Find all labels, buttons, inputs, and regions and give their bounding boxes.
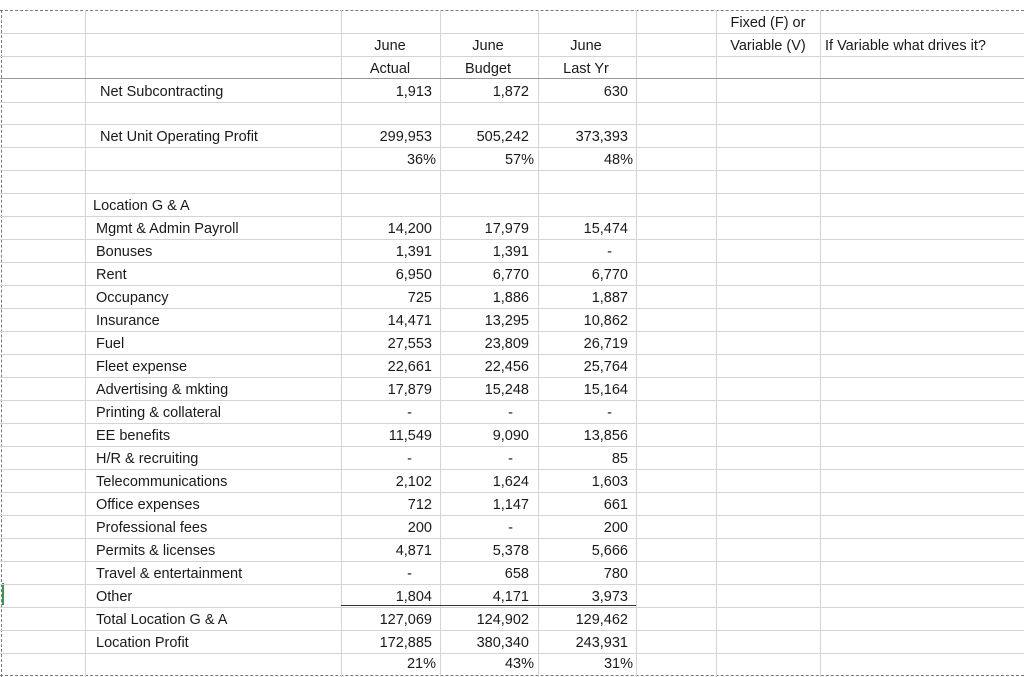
section-title[interactable]: Location G & A (93, 198, 190, 214)
row-label[interactable]: Other (96, 589, 133, 605)
cell-actual[interactable]: 172,885 (379, 635, 432, 651)
header-budget-line1: June (472, 38, 504, 54)
cell-budget[interactable]: 23,809 (484, 336, 529, 352)
cell-last-yr[interactable]: 3,973 (591, 589, 628, 605)
page-break-top (0, 10, 1024, 11)
row-divider (0, 239, 1024, 240)
cell-budget[interactable]: 1,624 (492, 474, 529, 490)
cell-actual-pct[interactable]: 21% (406, 656, 436, 672)
row-divider (0, 56, 1024, 57)
cell-actual[interactable]: 14,471 (387, 313, 432, 329)
row-label[interactable]: Bonuses (96, 244, 153, 260)
cell-actual[interactable]: 22,661 (387, 359, 432, 375)
row-divider (0, 469, 1024, 470)
header-fixed-variable-line1: Fixed (F) or (730, 15, 806, 31)
col-divider (636, 10, 637, 677)
row-divider (0, 124, 1024, 125)
cell-actual-pct[interactable]: 36% (406, 152, 436, 168)
row-label[interactable]: Fleet expense (96, 359, 188, 375)
selected-row-indicator (2, 583, 4, 605)
row-divider (0, 102, 1024, 103)
cell-last-yr[interactable]: 15,474 (583, 221, 628, 237)
cell-last-yr[interactable]: 129,462 (575, 612, 628, 628)
cell-last-yr[interactable]: - (607, 405, 612, 421)
cell-actual[interactable]: 725 (407, 290, 432, 306)
cell-budget[interactable]: 9,090 (492, 428, 529, 444)
row-label[interactable]: Total Location G & A (96, 612, 228, 628)
row-divider (0, 262, 1024, 263)
cell-last-yr[interactable]: 373,393 (575, 129, 628, 145)
row-label[interactable]: Printing & collateral (96, 405, 221, 421)
cell-actual[interactable]: 14,200 (387, 221, 432, 237)
cell-budget[interactable]: 505,242 (476, 129, 529, 145)
row-divider (0, 607, 1024, 608)
cell-budget[interactable]: 4,171 (492, 589, 529, 605)
cell-actual[interactable]: 2,102 (395, 474, 432, 490)
row-label[interactable]: Professional fees (96, 520, 208, 536)
cell-actual[interactable]: - (407, 566, 412, 582)
cell-budget[interactable]: 5,378 (492, 543, 529, 559)
page-break-bottom (0, 675, 1024, 676)
cell-budget[interactable]: 6,770 (492, 267, 529, 283)
row-divider (0, 193, 1024, 194)
cell-actual[interactable]: 11,549 (388, 428, 432, 444)
row-divider (0, 147, 1024, 148)
cell-budget-pct[interactable]: 43% (504, 656, 534, 672)
row-label[interactable]: Office expenses (96, 497, 200, 513)
cell-budget[interactable]: - (508, 405, 513, 421)
row-label[interactable]: Mgmt & Admin Payroll (96, 221, 239, 237)
cell-actual[interactable]: 712 (407, 497, 432, 513)
cell-last-yr[interactable]: 661 (603, 497, 628, 513)
row-label[interactable]: Location Profit (96, 635, 189, 651)
row-divider (0, 33, 1024, 34)
cell-last-yr[interactable]: 25,764 (583, 359, 628, 375)
row-divider (0, 423, 1024, 424)
cell-budget[interactable]: 1,886 (492, 290, 529, 306)
header-budget-line2: Budget (465, 61, 511, 77)
cell-budget-pct[interactable]: 57% (504, 152, 534, 168)
row-label[interactable]: Net Subcontracting (100, 84, 224, 100)
cell-budget[interactable]: 1,391 (492, 244, 529, 260)
cell-last-yr[interactable]: 200 (603, 520, 628, 536)
row-divider (0, 515, 1024, 516)
row-label[interactable]: H/R & recruiting (96, 451, 199, 467)
cell-budget[interactable]: 13,295 (484, 313, 529, 329)
row-label[interactable]: Telecommunications (96, 474, 228, 490)
cell-budget[interactable]: 658 (504, 566, 529, 582)
row-label[interactable]: Insurance (96, 313, 160, 329)
cell-last-yr[interactable]: 10,862 (583, 313, 628, 329)
row-divider (0, 285, 1024, 286)
cell-last-yr[interactable]: 630 (603, 84, 628, 100)
cell-last-yr[interactable]: 13,856 (583, 428, 628, 444)
row-divider (0, 492, 1024, 493)
header-lastyr-line2: Last Yr (563, 61, 609, 77)
cell-actual[interactable]: 17,879 (387, 382, 432, 398)
cell-actual[interactable]: 1,391 (395, 244, 432, 260)
cell-actual[interactable]: 27,553 (387, 336, 432, 352)
row-label[interactable]: EE benefits (96, 428, 171, 444)
cell-actual[interactable]: 1,804 (395, 589, 432, 605)
row-label[interactable]: Rent (96, 267, 127, 283)
header-actual-line1: June (374, 38, 406, 54)
cell-actual[interactable]: 1,913 (395, 84, 432, 100)
row-label[interactable]: Advertising & mkting (96, 382, 229, 398)
row-divider (0, 538, 1024, 539)
cell-budget[interactable]: - (508, 520, 513, 536)
cell-budget[interactable]: 1,147 (492, 497, 529, 513)
header-drivers: If Variable what drives it? (825, 38, 986, 54)
cell-last-yr[interactable]: - (607, 244, 612, 260)
cell-actual[interactable]: 4,871 (395, 543, 432, 559)
col-divider (85, 10, 86, 677)
row-divider (0, 561, 1024, 562)
cell-actual[interactable]: - (407, 451, 412, 467)
cell-last-yr[interactable]: 1,603 (591, 474, 628, 490)
cell-budget[interactable]: 15,248 (484, 382, 529, 398)
header-fixed-variable-line2: Variable (V) (730, 38, 806, 54)
cell-last-yr[interactable]: 1,887 (591, 290, 628, 306)
row-divider (0, 400, 1024, 401)
cell-actual[interactable]: 200 (407, 520, 432, 536)
row-divider (0, 377, 1024, 378)
row-divider (0, 446, 1024, 447)
cell-actual[interactable]: - (407, 405, 412, 421)
row-label[interactable]: Fuel (96, 336, 125, 352)
row-divider (0, 653, 1024, 654)
cell-last-yr[interactable]: 15,164 (583, 382, 628, 398)
cell-last-yr-pct[interactable]: 48% (603, 152, 633, 168)
cell-budget[interactable]: 380,340 (476, 635, 529, 651)
col-divider (716, 10, 717, 677)
cell-budget[interactable]: - (508, 451, 513, 467)
header-lastyr-line1: June (570, 38, 602, 54)
cell-budget[interactable]: 124,902 (476, 612, 529, 628)
row-label[interactable]: Travel & entertainment (96, 566, 243, 582)
row-divider (0, 308, 1024, 309)
cell-budget[interactable]: 17,979 (484, 221, 529, 237)
cell-budget[interactable]: 1,872 (492, 84, 529, 100)
cell-budget[interactable]: 22,456 (484, 359, 529, 375)
header-actual-line2: Actual (369, 61, 411, 77)
cell-last-yr[interactable]: 6,770 (591, 267, 628, 283)
cell-actual[interactable]: 6,950 (395, 267, 432, 283)
row-divider (0, 584, 1024, 585)
row-label[interactable]: Net Unit Operating Profit (100, 129, 258, 145)
cell-last-yr[interactable]: 85 (611, 451, 628, 467)
cell-last-yr[interactable]: 780 (603, 566, 628, 582)
header-divider (0, 78, 1024, 79)
row-divider (0, 630, 1024, 631)
row-divider (0, 354, 1024, 355)
cell-last-yr[interactable]: 5,666 (591, 543, 628, 559)
row-label[interactable]: Permits & licenses (96, 543, 216, 559)
cell-last-yr[interactable]: 243,931 (575, 635, 628, 651)
cell-actual[interactable]: 127,069 (379, 612, 432, 628)
row-divider (0, 170, 1024, 171)
page-break-left (1, 10, 2, 677)
row-divider (0, 331, 1024, 332)
cell-last-yr[interactable]: 26,719 (583, 336, 628, 352)
row-label[interactable]: Occupancy (96, 290, 169, 306)
col-divider (820, 10, 821, 677)
cell-actual[interactable]: 299,953 (379, 129, 432, 145)
cell-last-yr-pct[interactable]: 31% (603, 656, 633, 672)
row-divider (0, 216, 1024, 217)
